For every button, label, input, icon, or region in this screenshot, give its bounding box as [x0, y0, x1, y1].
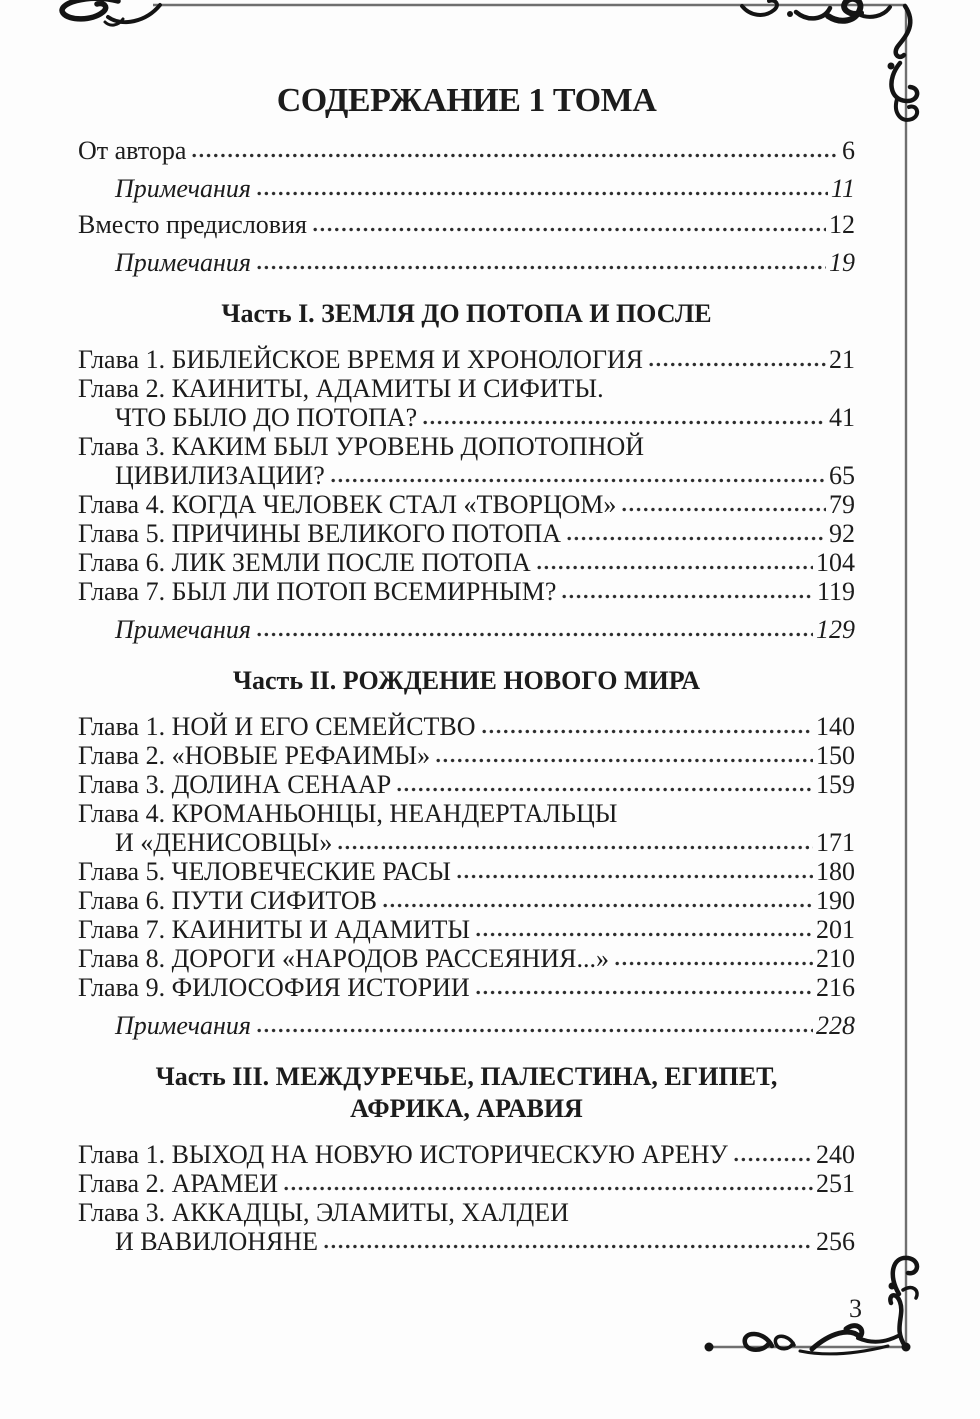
- part-heading: [78, 1061, 855, 1125]
- toc-entry-label: Глава 4. КОГДА ЧЕЛОВЕК СТАЛ «ТВОРЦОМ»: [78, 490, 617, 519]
- toc-notes-entry: [78, 1011, 855, 1040]
- toc-entry-page: 171: [816, 828, 855, 857]
- toc-entry-page: 240: [816, 1140, 855, 1169]
- dot-leader: [649, 361, 826, 368]
- part-heading: [78, 298, 855, 330]
- toc-entry-label: Глава 4. КРОМАНЬОНЦЫ, НЕАНДЕРТАЛЬЦЫ: [78, 799, 618, 828]
- toc-entry: [78, 432, 855, 461]
- toc-entry-page: 41: [829, 403, 855, 432]
- part-heading: [78, 665, 855, 697]
- toc-entry-label: И «ДЕНИСОВЦЫ»: [115, 828, 333, 857]
- dot-leader: [436, 757, 813, 764]
- dot-leader: [567, 535, 826, 542]
- toc-entry-page: 79: [829, 490, 855, 519]
- toc-entry-label: Глава 5. ЧЕЛОВЕЧЕСКИЕ РАСЫ: [78, 857, 451, 886]
- dot-leader: [257, 264, 826, 271]
- toc-entry-label: Примечания: [115, 615, 251, 644]
- toc-entry: [78, 1227, 855, 1256]
- toc-entry-label: Вместо предисловия: [78, 210, 307, 239]
- toc-entry-label: И ВАВИЛОНЯНЕ: [115, 1227, 319, 1256]
- dot-leader: [397, 786, 813, 793]
- page-title: СОДЕРЖАНИЕ 1 ТОМА: [276, 82, 657, 119]
- toc-entry-page: 65: [829, 461, 855, 490]
- toc-entry-label: Примечания: [115, 1011, 251, 1040]
- part-heading-line: АФРИКА, АРАВИЯ: [350, 1094, 583, 1123]
- toc-notes-entry: [78, 615, 855, 644]
- toc-entry: [78, 944, 855, 973]
- toc-entry: [78, 1140, 855, 1169]
- toc-entry-label: Глава 2. АРАМЕИ: [78, 1169, 279, 1198]
- toc-entry-label: Глава 6. ПУТИ СИФИТОВ: [78, 886, 377, 915]
- toc-entry-page: 201: [816, 915, 855, 944]
- toc-entry-label: От автора: [78, 136, 187, 165]
- toc-entry: [78, 857, 855, 886]
- toc-entry: [78, 799, 855, 828]
- toc-entry-label: ЦИВИЛИЗАЦИИ?: [115, 461, 325, 490]
- dot-leader: [192, 152, 839, 159]
- toc-entry: [78, 973, 855, 1002]
- toc-entry-label: Глава 2. КАИНИТЫ, АДАМИТЫ И СИФИТЫ.: [78, 374, 604, 403]
- toc-entry-page: 6: [842, 136, 855, 165]
- toc-entry: [78, 374, 855, 403]
- dot-leader: [383, 902, 813, 909]
- toc-entry-page: 129: [816, 615, 855, 644]
- toc-entry: [78, 1198, 855, 1227]
- toc-entry-page: 11: [830, 174, 855, 203]
- toc-entry: [78, 548, 855, 577]
- toc-entry-page: 256: [816, 1227, 855, 1256]
- toc: [78, 136, 855, 1256]
- toc-entry-label: Глава 1. ВЫХОД НА НОВУЮ ИСТОРИЧЕСКУЮ АРЕНУ: [78, 1140, 728, 1169]
- dot-leader: [615, 960, 813, 967]
- part-heading-line: Часть III. МЕЖДУРЕЧЬЕ, ПАЛЕСТИНА, ЕГИПЕТ,: [155, 1062, 778, 1091]
- part-heading-line: Часть I. ЗЕМЛЯ ДО ПОТОПА И ПОСЛЕ: [221, 299, 712, 328]
- dot-leader: [257, 631, 813, 638]
- dot-leader: [476, 989, 813, 996]
- toc-entry-label: ЧТО БЫЛО ДО ПОТОПА?: [115, 403, 418, 432]
- toc-entry-page: 251: [816, 1169, 855, 1198]
- toc-entry-page: 19: [829, 248, 855, 277]
- toc-entry-page: 159: [816, 770, 855, 799]
- toc-entry: [78, 741, 855, 770]
- toc-entry: [78, 1169, 855, 1198]
- dot-leader: [734, 1156, 813, 1163]
- page-number: 3: [849, 1294, 862, 1323]
- content: [78, 80, 855, 1256]
- dot-leader: [324, 1243, 813, 1250]
- toc-entry-label: Глава 5. ПРИЧИНЫ ВЕЛИКОГО ПОТОПА: [78, 519, 562, 548]
- dot-leader: [338, 844, 813, 851]
- toc-notes-entry: [78, 174, 855, 203]
- toc-entry-page: 216: [816, 973, 855, 1002]
- toc-notes-entry: [78, 248, 855, 277]
- toc-entry: [78, 461, 855, 490]
- toc-entry-page: 228: [816, 1011, 855, 1040]
- toc-entry: [78, 915, 855, 944]
- toc-entry: [78, 828, 855, 857]
- dot-leader: [257, 1027, 813, 1034]
- toc-entry-label: Примечания: [115, 248, 251, 277]
- dot-leader: [423, 419, 826, 426]
- toc-entry: [78, 577, 855, 606]
- toc-entry-label: Глава 1. НОЙ И ЕГО СЕМЕЙСТВО: [78, 712, 476, 741]
- toc-entry-page: 21: [829, 345, 855, 374]
- toc-entry-label: Глава 2. «НОВЫЕ РЕФАИМЫ»: [78, 741, 431, 770]
- bottom-right-flourish: [705, 1258, 918, 1354]
- toc-entry-label: Глава 8. ДОРОГИ «НАРОДОВ РАССЕЯНИЯ...»: [78, 944, 610, 973]
- toc-entry: [78, 712, 855, 741]
- toc-entry-label: Глава 3. ДОЛИНА СЕНААР: [78, 770, 392, 799]
- toc-entry-label: Глава 7. КАИНИТЫ И АДАМИТЫ: [78, 915, 471, 944]
- part-heading-line: Часть II. РОЖДЕНИЕ НОВОГО МИРА: [232, 666, 701, 695]
- dot-leader: [622, 506, 826, 513]
- dot-leader: [476, 931, 813, 938]
- toc-entry-page: 12: [829, 210, 855, 239]
- toc-entry-page: 180: [816, 857, 855, 886]
- dot-leader: [257, 190, 828, 197]
- toc-entry: [78, 210, 855, 239]
- dot-leader: [482, 728, 813, 735]
- dot-leader: [457, 873, 813, 880]
- dot-leader: [562, 593, 814, 600]
- toc-entry: [78, 345, 855, 374]
- toc-entry-label: Примечания: [115, 174, 251, 203]
- dot-leader: [284, 1185, 813, 1192]
- toc-entry-page: 119: [816, 577, 855, 606]
- toc-entry-page: 210: [816, 944, 855, 973]
- toc-entry: [78, 519, 855, 548]
- toc-entry-label: Глава 3. АККАДЦЫ, ЭЛАМИТЫ, ХАЛДЕИ: [78, 1198, 569, 1227]
- toc-entry: [78, 403, 855, 432]
- toc-entry-page: 190: [816, 886, 855, 915]
- toc-entry: [78, 490, 855, 519]
- dot-leader: [537, 564, 813, 571]
- toc-entry-label: Глава 1. БИБЛЕЙСКОЕ ВРЕМЯ И ХРОНОЛОГИЯ: [78, 345, 644, 374]
- toc-entry-label: Глава 7. БЫЛ ЛИ ПОТОП ВСЕМИРНЫМ?: [78, 577, 557, 606]
- top-left-flourish: [62, 0, 160, 25]
- toc-entry-label: Глава 3. КАКИМ БЫЛ УРОВЕНЬ ДОПОТОПНОЙ: [78, 432, 645, 461]
- toc-entry-page: 150: [816, 741, 855, 770]
- toc-entry-page: 104: [816, 548, 855, 577]
- dot-leader: [331, 477, 826, 484]
- toc-entry-page: 140: [816, 712, 855, 741]
- toc-entry-label: Глава 9. ФИЛОСОФИЯ ИСТОРИИ: [78, 973, 470, 1002]
- toc-entry: [78, 770, 855, 799]
- toc-entry: [78, 136, 855, 165]
- dot-leader: [313, 226, 826, 233]
- toc-entry: [78, 886, 855, 915]
- toc-entry-label: Глава 6. ЛИК ЗЕМЛИ ПОСЛЕ ПОТОПА: [78, 548, 531, 577]
- toc-entry-page: 92: [829, 519, 855, 548]
